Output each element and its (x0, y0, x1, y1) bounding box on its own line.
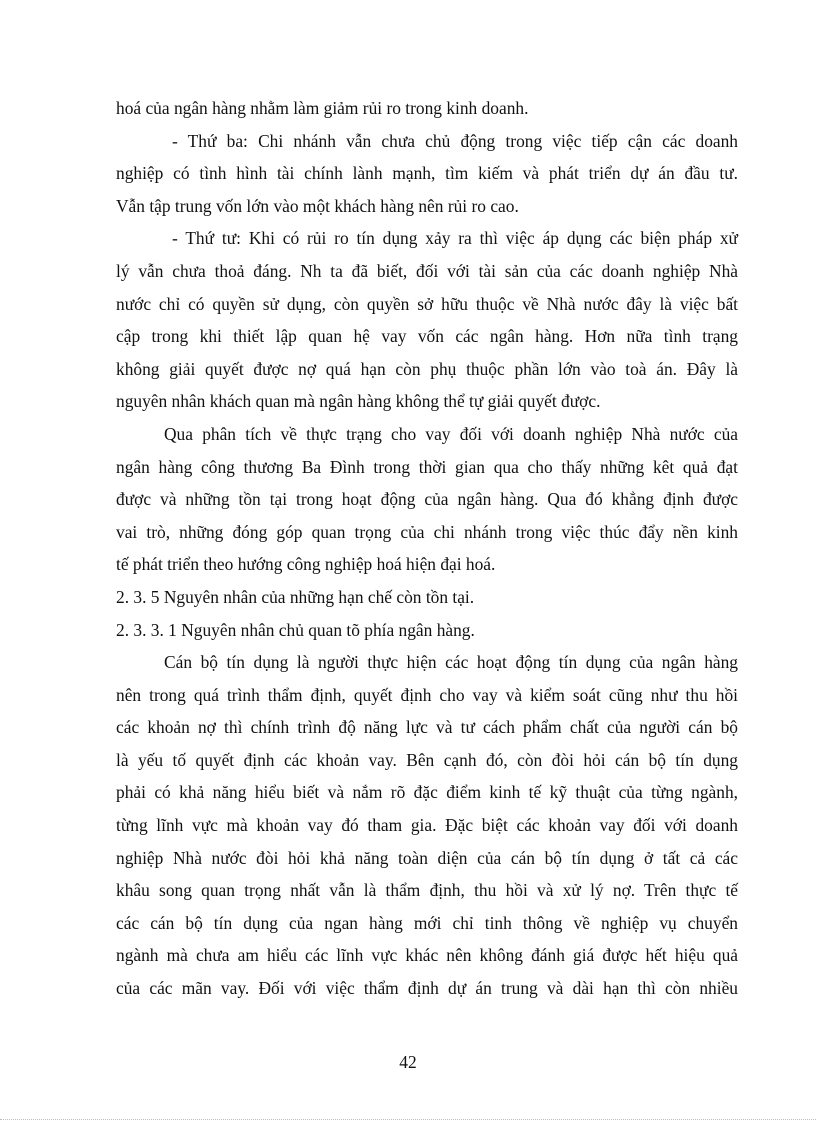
section-heading: 2. 3. 5 Nguyên nhân của những hạn chế còn tồn tại. (116, 586, 475, 607)
text-line: các khoản nợ thì chính trình độ năng lực và tư cách phẩm chất của người cán bộ (116, 717, 738, 738)
text-line: nghiệp Nhà nước đòi hỏi khả năng toàn diện của cán bộ tín dụng ở tất cả các (116, 847, 738, 868)
page-number: 42 (399, 1052, 417, 1072)
text-line: lý vẫn chưa thoả đáng. Nh ta đã biết, đối với tài sản của các doanh nghiệp Nhà (116, 260, 738, 281)
text-line: hoá của ngân hàng nhằm làm giảm rủi ro trong kinh doanh. (116, 98, 529, 118)
footer-divider (0, 1119, 816, 1120)
text-line: - Thứ ba: Chi nhánh vẫn chưa chủ động trong việc tiếp cận các doanh (172, 130, 738, 151)
text-line: Cán bộ tín dụng là người thực hiện các hoạt động tín dụng của ngân hàng (164, 652, 738, 673)
text-line: - Thứ tư: Khi có rủi ro tín dụng xảy ra thì việc áp dụng các biện pháp xử (172, 228, 738, 249)
text-line: nguyên nhân khách quan mà ngân hàng không thể tự giải quyết được. (116, 391, 601, 412)
text-line: khâu song quan trọng nhất vẫn là thẩm định, thu hồi và xử lý nợ. Trên thực tế (116, 880, 738, 901)
text-line: từng lĩnh vực mà khoản vay đó tham gia. Đặc biệt các khoản vay đối với doanh (116, 815, 738, 836)
text-line: là yếu tố quyết định các khoản vay. Bên cạnh đó, còn đòi hỏi cán bộ tín dụng (116, 749, 738, 770)
text-line: Qua phân tích về thực trạng cho vay đối với doanh nghiệp Nhà nước của (164, 423, 738, 444)
text-line: không giải quyết được nợ quá hạn còn phụ thuộc phần lớn vào toà án. Đây là (116, 358, 738, 379)
text-line: nghiệp có tình hình tài chính lành mạnh, tìm kiếm và phát triển dự án đầu tư. (116, 163, 738, 184)
text-line: các cán bộ tín dụng của ngan hàng mới chỉ tinh thông về nghiệp vụ chuyển (116, 912, 738, 933)
text-line: cập trong khi thiết lập quan hệ vay vốn các ngân hàng. Hơn nữa tình trạng (116, 326, 738, 347)
text-line: vai trò, những đóng góp quan trọng của chi nhánh trong việc thúc đẩy nền kinh (116, 521, 738, 542)
text-line: của các mãn vay. Đối với việc thẩm định dự án trung và dài hạn thì còn nhiều (116, 978, 738, 999)
text-line: ngân hàng công thương Ba Đình trong thời gian qua cho thấy những kêt quả đạt (116, 456, 738, 477)
subsection-heading: 2. 3. 3. 1 Nguyên nhân chủ quan tõ phía ngân hàng. (116, 619, 475, 640)
document-body (116, 92, 738, 1005)
text-line: Vẫn tập trung vốn lớn vào một khách hàng nên rủi ro cao. (116, 195, 519, 216)
text-line: được và những tồn tại trong hoạt động của ngân hàng. Qua đó khẳng định được (116, 489, 738, 510)
text-line: tế phát triển theo hướng công nghiệp hoá hiện đại hoá. (116, 554, 496, 575)
text-line: nước chỉ có quyền sử dụng, còn quyền sở hữu thuộc về Nhà nước đây là việc bất (116, 293, 738, 314)
text-line: phải có khả năng hiểu biết và nắm rõ đặc điểm kinh tế kỹ thuật của từng ngành, (116, 782, 738, 803)
text-line: nên trong quá trình thẩm định, quyết định cho vay và kiểm soát cũng như thu hồi (116, 684, 738, 705)
text-line: ngành mà chưa am hiểu các lĩnh vực khác nên không đánh giá được hết hiệu quả (116, 945, 738, 966)
